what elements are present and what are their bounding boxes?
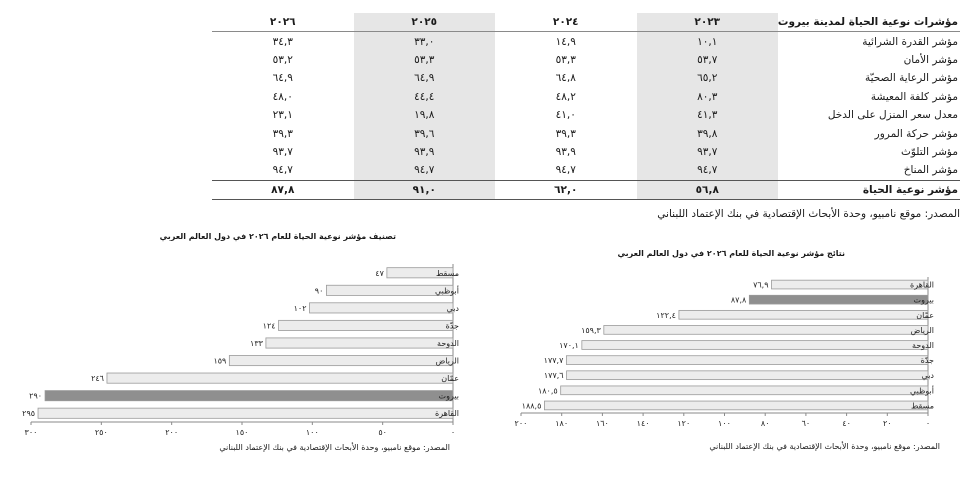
bar-3 bbox=[604, 326, 928, 335]
table-title: مؤشرات نوعية الحياة لمدينة بيروت bbox=[778, 13, 960, 32]
row-label: مؤشر الأمان bbox=[903, 53, 958, 66]
category-label: أبوظبي bbox=[434, 286, 459, 296]
chart-source-results: المصدر: موقع نامبيو، وحدة الأبحاث الإقتصادية في بنك الإعتماد اللبناني bbox=[709, 442, 940, 451]
year-header: ٢٠٢٤ bbox=[495, 13, 637, 32]
category-label: القاهرة bbox=[435, 409, 459, 419]
value-label: ٢٩٥ bbox=[22, 409, 36, 419]
bar-6 bbox=[107, 373, 453, 383]
tick-label: ١٤٠ bbox=[636, 419, 650, 428]
chart-title-ranking: تصنيف مؤشر نوعية الحياة للعام ٢٠٢٦ في دول العالم العربي bbox=[159, 232, 396, 241]
bar-2 bbox=[679, 310, 928, 319]
table-cell: ٦٤,٩ bbox=[272, 72, 293, 85]
bar-4 bbox=[582, 341, 928, 350]
tick-label: ٤٠ bbox=[842, 419, 851, 428]
value-label: ١٢٤ bbox=[262, 321, 276, 331]
table-cell: ٦٤,٩ bbox=[354, 69, 496, 87]
tick-label: ١٠٠ bbox=[305, 428, 319, 437]
value-label: ١٠٢ bbox=[293, 303, 307, 313]
table-cell: ٤٤,٤ bbox=[354, 88, 496, 106]
tick-label: ٠ bbox=[925, 419, 931, 428]
category-label: دبي bbox=[446, 303, 459, 313]
tick-label: ٣٠٠ bbox=[24, 428, 38, 437]
row-label: معدل سعر المنزل على الدخل bbox=[827, 109, 958, 122]
table-cell: ٤٨,٠ bbox=[272, 90, 293, 103]
value-label: ١٧٧,٦ bbox=[543, 371, 564, 381]
table-row bbox=[212, 51, 960, 69]
table-cell: ١٠,١ bbox=[637, 32, 779, 51]
table-cell: ١٩,٨ bbox=[354, 106, 496, 124]
value-label: ٢٤٦ bbox=[91, 374, 104, 384]
category-label: عمّان bbox=[441, 374, 459, 384]
bar-4 bbox=[266, 338, 453, 348]
table-cell: ٥٣,٣ bbox=[354, 51, 496, 69]
table-total-row bbox=[212, 180, 960, 199]
table-cell: ٣٩,٦ bbox=[354, 124, 496, 142]
value-label: ٤٧ bbox=[375, 268, 384, 278]
row-label: مؤشر المناخ bbox=[903, 164, 958, 177]
category-label: بيروت bbox=[913, 295, 934, 305]
value-label: ١٣٣ bbox=[250, 339, 263, 348]
tick-label: ١٥٠ bbox=[235, 428, 249, 437]
tick-label: ١٨٠ bbox=[555, 419, 569, 428]
value-label: ١٧٠,١ bbox=[559, 341, 579, 350]
category-label: عمّان bbox=[916, 310, 934, 320]
year-header: ٢٠٢٦ bbox=[212, 13, 354, 32]
table-row bbox=[212, 32, 960, 51]
row-label: مؤشر التلوّث bbox=[900, 145, 958, 158]
tick-label: ١٦٠ bbox=[595, 419, 609, 428]
table-cell: ٣٤,٣ bbox=[272, 35, 293, 48]
tick-label: ٦٠ bbox=[801, 419, 811, 428]
table-cell: ١٤,٩ bbox=[555, 35, 576, 48]
table-header-row bbox=[212, 13, 960, 32]
quality-of-life-table bbox=[212, 13, 960, 200]
value-label: ١٨٨,٥ bbox=[521, 401, 542, 411]
category-label: مسقط bbox=[435, 268, 459, 278]
tick-label: ٢٠٠ bbox=[514, 419, 528, 428]
bar-8 bbox=[38, 408, 453, 418]
table-cell: ٩٣,٩ bbox=[555, 145, 576, 158]
category-label: بيروت bbox=[438, 391, 459, 401]
chart-source-ranking: المصدر: موقع نامبيو، وحدة الأبحاث الإقتصادية في بنك الإعتماد اللبناني bbox=[219, 443, 450, 452]
value-label: ١٥٩,٣ bbox=[581, 325, 601, 335]
table-cell: ٢٣,١ bbox=[272, 109, 293, 122]
table-cell: ٩٤,٧ bbox=[555, 164, 576, 177]
category-label: دبي bbox=[921, 371, 934, 381]
category-label: جدّة bbox=[920, 356, 934, 366]
bar-0 bbox=[772, 280, 928, 289]
category-label: الرياض bbox=[910, 325, 934, 335]
ranking-bar-chart bbox=[0, 252, 480, 438]
value-label: ١٥٩ bbox=[213, 356, 227, 366]
category-label: القاهرة bbox=[910, 280, 934, 290]
row-label: مؤشر كلفة المعيشة bbox=[870, 90, 958, 103]
category-label: جدّة bbox=[445, 321, 459, 331]
table-source: المصدر: موقع نامبيو، وحدة الأبحاث الإقتصادية في بنك الإعتماد اللبناني bbox=[657, 208, 960, 220]
tick-label: ٠ bbox=[450, 428, 456, 437]
tick-label: ١٠٠ bbox=[718, 419, 731, 428]
table-row bbox=[212, 143, 960, 161]
tick-label: ١٢٠ bbox=[677, 419, 691, 428]
table-cell: ٦٢,٠ bbox=[495, 180, 637, 199]
bar-3 bbox=[279, 320, 453, 330]
table-cell: ٩٤,٧ bbox=[272, 164, 293, 177]
table-cell: ٥٣,٣ bbox=[555, 53, 576, 66]
bar-7 bbox=[45, 391, 453, 401]
value-label: ٩٠ bbox=[314, 286, 324, 296]
table-row bbox=[212, 69, 960, 87]
value-label: ١٨٠,٥ bbox=[537, 386, 558, 396]
bar-6 bbox=[567, 371, 928, 380]
category-label: مسقط bbox=[910, 401, 934, 411]
tick-label: ٨٠ bbox=[760, 419, 770, 428]
table-cell: ٤١,٠ bbox=[555, 109, 576, 122]
row-label: مؤشر القدرة الشرائية bbox=[862, 35, 958, 48]
table-cell: ٩٣,٩ bbox=[354, 143, 496, 161]
table-cell: ٦٤,٨ bbox=[555, 72, 576, 85]
bar-5 bbox=[566, 356, 928, 365]
value-label: ١٢٢,٤ bbox=[656, 310, 676, 320]
table-cell: ٩٤,٧ bbox=[637, 161, 779, 180]
tick-label: ٢٥٠ bbox=[94, 428, 108, 437]
results-bar-chart bbox=[500, 270, 979, 440]
table-cell: ٥٦,٨ bbox=[637, 180, 779, 199]
bar-5 bbox=[229, 355, 453, 365]
category-label: الدوحة bbox=[437, 339, 459, 348]
table-cell: ٩٣,٧ bbox=[637, 143, 779, 161]
value-label: ١٧٧,٧ bbox=[543, 356, 564, 366]
table-row bbox=[212, 106, 960, 124]
tick-label: ٢٠٠ bbox=[165, 428, 179, 437]
table-cell: ٨٧,٨ bbox=[212, 180, 354, 199]
bar-7 bbox=[561, 386, 928, 395]
table-cell: ٩٣,٧ bbox=[272, 145, 293, 158]
table-cell: ٤١,٣ bbox=[637, 106, 779, 124]
table-cell: ٣٩,٣ bbox=[272, 127, 293, 140]
year-header: ٢٠٢٥ bbox=[354, 13, 496, 32]
value-label: ٨٧,٨ bbox=[730, 295, 747, 305]
table-cell: ٩٤,٧ bbox=[354, 161, 496, 180]
row-label: مؤشر حركة المرور bbox=[874, 127, 958, 140]
row-label: مؤشر نوعية الحياة bbox=[778, 180, 960, 199]
table-cell: ٣٩,٣ bbox=[555, 127, 576, 140]
tick-label: ٥٠ bbox=[378, 428, 387, 437]
value-label: ٢٩٠ bbox=[29, 391, 43, 401]
table-cell: ٤٨,٢ bbox=[555, 90, 576, 103]
table-row bbox=[212, 161, 960, 180]
value-label: ٧٦,٩ bbox=[753, 280, 769, 290]
chart-title-results: نتائج مؤشر نوعية الحياة للعام ٢٠٢٦ في دول العالم العربي bbox=[617, 249, 845, 258]
table-cell: ٩١,٠ bbox=[354, 180, 496, 199]
bar-8 bbox=[544, 401, 928, 410]
year-header: ٢٠٢٣ bbox=[637, 13, 779, 32]
table-cell: ٣٣,٠ bbox=[354, 32, 496, 51]
bar-2 bbox=[310, 303, 453, 313]
category-label: الدوحة bbox=[912, 341, 934, 350]
category-label: الرياض bbox=[435, 356, 459, 366]
table-row bbox=[212, 88, 960, 106]
table-cell: ٦٥,٢ bbox=[637, 69, 779, 87]
tick-label: ٢٠ bbox=[883, 419, 892, 428]
table-row bbox=[212, 124, 960, 142]
category-label: أبوظبي bbox=[909, 386, 934, 396]
table-cell: ٣٩,٨ bbox=[637, 124, 779, 142]
table-cell: ٨٠,٣ bbox=[637, 88, 779, 106]
row-label: مؤشر الرعاية الصحيّة bbox=[864, 72, 958, 85]
table-cell: ٥٣,٢ bbox=[272, 53, 293, 66]
table-cell: ٥٣,٧ bbox=[637, 51, 779, 69]
bar-1 bbox=[749, 295, 928, 304]
